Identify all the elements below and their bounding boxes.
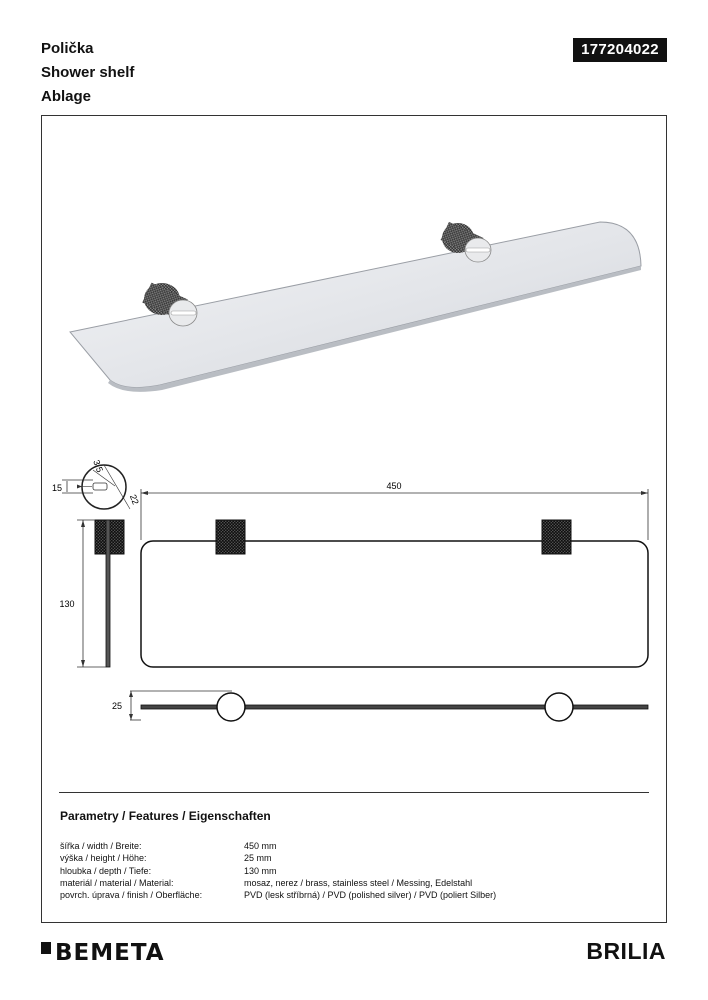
top-view [141, 520, 648, 667]
param-row-material [60, 877, 496, 889]
param-row-width [60, 840, 496, 852]
series-name: BRILIA [586, 938, 666, 964]
param-label: hloubka / depth / Tiefe: [60, 865, 152, 876]
brand-name: BEMETA [55, 940, 165, 966]
side-view [59, 520, 124, 667]
param-row-finish [60, 889, 496, 901]
param-value: 130 mm [244, 865, 277, 876]
title-czech: Polička [41, 40, 94, 57]
param-label: šířka / width / Breite: [60, 841, 142, 851]
param-row-height [60, 852, 496, 864]
param-label: materiál / material / Material: [60, 877, 174, 888]
param-label: povrch. úprava / finish / Oberfläche: [60, 890, 203, 901]
dim-screw: 3,5 [91, 458, 105, 474]
dim-width: 450 [386, 481, 402, 491]
dim-depth: 130 [59, 599, 75, 609]
dim-height: 25 [111, 701, 123, 711]
dim-flange-height: 15 [52, 483, 63, 493]
dim-holder-diameter: 22 [127, 493, 141, 506]
brand-logo [41, 940, 165, 966]
brand-logo-mark [41, 942, 51, 954]
front-view [112, 691, 648, 721]
param-value: PVD (lesk stříbrná) / PVD (polished silver) / PVD (poliert Silber) [244, 890, 497, 901]
param-row-depth [60, 865, 496, 877]
product-code-badge: 177204022 [573, 38, 667, 62]
param-value: 25 mm [244, 853, 272, 864]
title-english: Shower shelf [41, 64, 135, 81]
params-heading: Parametry / Features / Eigenschaften [60, 809, 271, 823]
param-value: mosaz, nerez / brass, stainless steel / Messing, Edelstahl [244, 877, 473, 888]
param-value: 450 mm [244, 841, 277, 851]
holder-section-detail [52, 458, 141, 509]
params-table [60, 840, 496, 901]
params-divider [59, 792, 649, 793]
param-label: výška / height / Höhe: [60, 853, 147, 864]
product-photo [70, 222, 641, 392]
title-german: Ablage [41, 88, 92, 105]
